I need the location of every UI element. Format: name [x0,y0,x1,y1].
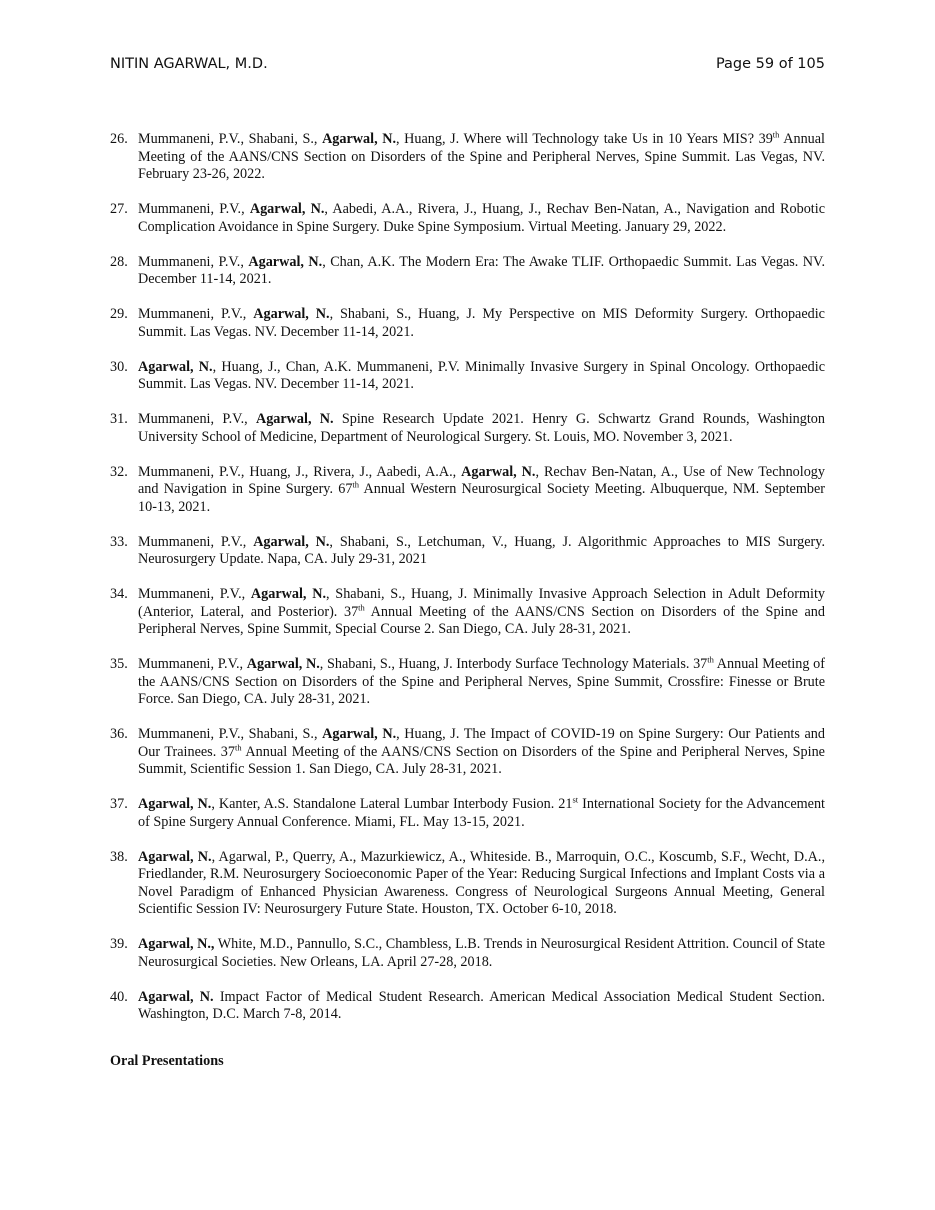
list-item [110,411,825,446]
citation-text: Annual Meeting of the AANS/CNS Section on Disorders of the Spine and Peripheral Nerves, Spine Summit. Las Vegas, NV. February 23-26, 2022. [138,131,826,182]
item-number: 35. [110,656,128,672]
item-number: 40. [110,988,128,1005]
item-number: 26. [110,131,128,147]
page-number: Page 59 of 105 [715,56,825,72]
citation-text: Mummaneni, P.V., [138,656,247,672]
item-number: 30. [110,358,128,375]
citation-text: , Huang, J. Where will Technology take Us in 10 Years MIS? 39 [396,131,773,147]
ordinal-suffix: th [235,741,242,752]
citation-text: Mummaneni, P.V., [138,586,251,602]
author-highlight: Agarwal, N. [253,306,330,322]
author-highlight: Agarwal, N. [138,358,213,375]
citation-text: , Kanter, A.S. Standalone Lateral Lumbar Interbody Fusion. 21 [211,796,573,812]
item-number: 32. [110,463,128,480]
author-highlight: Agarwal, N. [138,796,212,812]
citation-text: , Huang, J., Chan, A.K. Mummaneni, P.V. Minimally Invasive Surgery in Spinal Oncology. Orthopaedic Summit. Las Vegas. NV. December 11-14, 2021. [138,358,825,392]
list-item [110,359,825,394]
ordinal-suffix: th [772,129,780,140]
author-highlight: Agarwal, N. [249,201,325,217]
citation-text: Mummaneni, P.V., [138,253,249,270]
citation-text: International Society for the Advancement of Spine Surgery Annual Conference. Miami, FL. May 13-15, 2021. [138,796,825,830]
list-item [110,849,825,919]
citation-text: Annual Meeting of the AANS/CNS Section on Disorders of the Spine and Peripheral Nerves, Spine Summit, Crossfire: Finesse or Brute Force. San Diego, CA. July 28-31, 2021. [138,656,825,707]
author-highlight: Agarwal, N. [253,533,330,550]
ordinal-suffix: th [352,479,360,490]
citation-text: White, M.D., Pannullo, S.C., Chambless, L.B. Trends in Neurosurgical Resident Attrition. Council of State Neurosurgical Societies. New Orleans, LA. April 27-28, 2018. [138,936,825,970]
citation-text: Mummaneni, P.V., [138,201,250,217]
citation-text: , Shabani, S., Huang, J. Interbody Surface Technology Materials. 37 [319,656,708,672]
list-item [110,989,825,1024]
item-number: 37. [110,796,128,812]
citation-text: Mummaneni, P.V., Huang, J., Rivera, J., Aabedi, A.A., [138,463,462,480]
ordinal-suffix: th [707,654,714,665]
author-highlight: Agarwal, N., [138,936,215,952]
citation-text: Mummaneni, P.V., [138,533,254,550]
citation-text: Mummaneni, P.V., Shabani, S., [138,131,323,147]
presentation-list [110,131,825,1041]
citation-text: , Shabani, S., Huang, J. Minimally Invasive Approach Selection in Adult Deformity (Anterior, Lateral, and Posterior). 37 [138,586,825,620]
item-number: 27. [110,201,128,217]
citation-text: Spine Research Update 2021. Henry G. Schwartz Grand Rounds, Washington University School of Medicine, Department of Neurological Surgery. St. Louis, MO. November 3, 2021. [138,411,825,445]
item-number: 29. [110,306,128,322]
citation-text: , Aabedi, A.A., Rivera, J., Huang, J., Rechav Ben-Natan, A., Navigation and Robotic Complication Avoidance in Spine Surgery. Duke Spine Symposium. Virtual Meeting. January 29, 2022. [138,201,825,235]
author-highlight: Agarwal, N. [248,253,323,270]
citation-text: Impact Factor of Medical Student Research. American Medical Association Medical Student Section. Washington, D.C. March 7-8, 2014. [138,988,825,1022]
citation-text: , Shabani, S., Letchuman, V., Huang, J. Algorithmic Approaches to MIS Surgery. Neurosurgery Update. Napa, CA. July 29-31, 2021 [138,533,825,567]
list-item [110,201,825,236]
author-highlight: Agarwal, N. [246,656,320,672]
citation-text: Annual Meeting of the AANS/CNS Section on Disorders of the Spine and Peripheral Nerves, Spine Summit, Scientific Session 1. San Diego, CA. July 28-31, 2021. [138,743,825,777]
author-highlight: Agarwal, N. [322,726,397,742]
list-item [110,936,825,971]
citation-text: Annual Western Neurosurgical Society Meeting. Albuquerque, NM. September 10-13, 2021. [138,481,825,515]
list-item [110,534,825,569]
item-number: 36. [110,726,128,742]
author-highlight: Agarwal, N. [322,131,397,147]
author-highlight: Agarwal, N. [250,586,327,602]
citation-text: Mummaneni, P.V., [138,306,254,322]
item-number: 38. [110,848,128,865]
citation-text: , Agarwal, P., Querry, A., Mazurkiewicz, A., Whiteside. B., Marroquin, O.C., Koscumb, S.F., Wecht, D.A., Friedlander, R.M. Neurosurgery Socioeconomic Paper of the Year: Reducing Surgical Infections and Implant Costs via a Novel Paradigm of Enhanced Physician Awareness. Congress of Neurological Surgeons Annual Meeting, General Scientific Session IV: Neurosurgery Future State. Houston, TX. October 6-10, 2018. [138,848,825,917]
citation-text: Mummaneni, P.V., Shabani, S., [138,726,323,742]
list-item [110,586,825,639]
list-item [110,254,825,289]
list-item [110,464,825,517]
section-heading: Oral Presentations [110,1053,224,1069]
citation-text: , Shabani, S., Huang, J. My Perspective on MIS Deformity Surgery. Orthopaedic Summit. Las Vegas. NV. December 11-14, 2021. [138,306,825,340]
item-number: 39. [110,936,128,952]
ordinal-suffix: th [358,601,365,612]
author-highlight: Agarwal, N. [138,848,212,865]
ordinal-suffix: st [572,794,579,805]
item-number: 33. [110,533,128,550]
list-item [110,796,825,831]
citation-text: , Chan, A.K. The Modern Era: The Awake TLIF. Orthopaedic Summit. Las Vegas. NV. December 11-14, 2021. [138,253,825,287]
citation-text: Annual Meeting of the AANS/CNS Section on Disorders of the Spine and Peripheral Nerves, Spine Summit, Special Course 2. San Diego, CA. July 28-31, 2021. [138,603,825,637]
page-header [110,56,825,78]
list-item [110,726,825,779]
item-number: 34. [110,586,128,602]
author-highlight: Agarwal, N. [138,988,214,1005]
citation-text: , Huang, J. The Impact of COVID-19 on Spine Surgery: Our Patients and Our Trainees. 37 [138,726,825,760]
citation-text: , Rechav Ben-Natan, A., Use of New Technology and Navigation in Spine Surgery. 67 [138,463,825,497]
item-number: 31. [110,411,128,427]
item-number: 28. [110,253,128,270]
list-item [110,656,825,709]
citation-text: Mummaneni, P.V., [138,411,256,427]
author-highlight: Agarwal, N. [255,411,334,427]
author-highlight: Agarwal, N. [461,463,536,480]
list-item [110,306,825,341]
author-name: NITIN AGARWAL, M.D. [110,56,268,72]
list-item [110,131,825,184]
